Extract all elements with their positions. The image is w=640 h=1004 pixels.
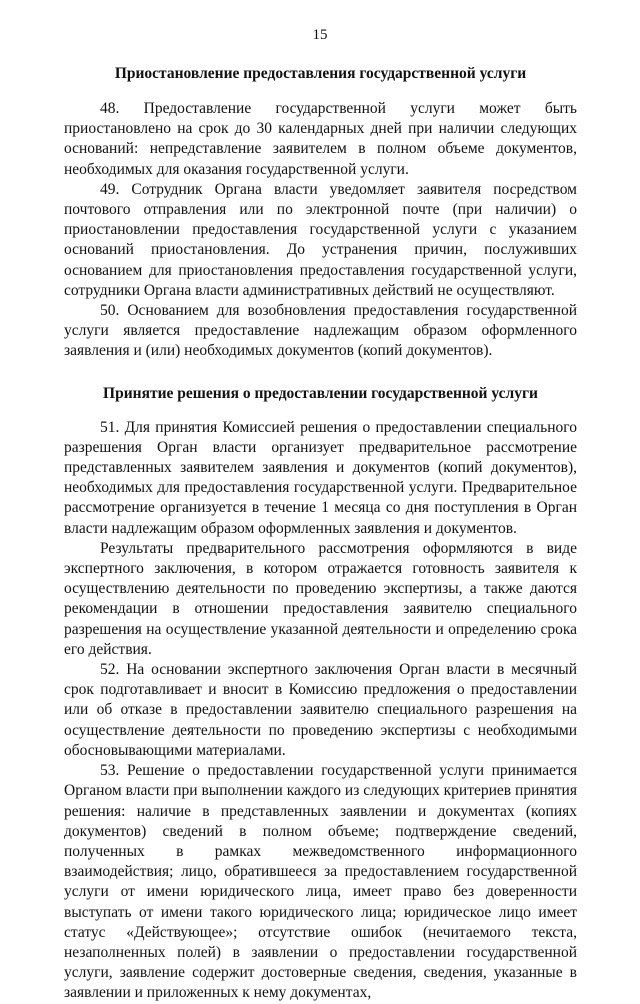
page-content	[64, 55, 577, 1004]
paragraph-49: 49. Сотрудник Органа власти уведомляет заявителя посредством почтового отправления или по электронной почте (при наличии) о приостановлении предоставления государственной услуги с указанием оснований приостановления. До устранения причин, послуживших основанием для приостановления предоставления государственной услуги, сотрудники Органа власти административных действий не осуществляют.	[64, 180, 577, 299]
paragraph-51: 51. Для принятия Комиссией решения о предоставлении специального разрешения Орган власти организует предварительное рассмотрение представленных заявителем заявления и документов (копий документов), необходимых для предоставления государственной услуги. Предварительное рассмотрение организуется в течение 1 месяца со дня поступления в Орган власти надлежащим образом оформленных заявления и документов.	[64, 418, 577, 537]
section-heading-suspension: Приостановление предоставления государственной услуги	[114, 65, 527, 82]
paragraph-48: 48. Предоставление государственной услуги может быть приостановлено на срок до 30 календарных дней при наличии следующих оснований: непредставление заявителем в полном объеме документов, необходимых для оказания государственной услуги.	[64, 100, 577, 178]
paragraph-52: 52. На основании экспертного заключения Орган власти в месячный срок подготавливает и вносит в Комиссию предложения о предоставлении или об отказе в предоставлении заявителю специального разрешения на осуществление деятельности по проведению экспертизы с необходимыми обосновывающими материалами.	[64, 661, 577, 759]
paragraph-results: Результаты предварительного рассмотрения оформляются в виде экспертного заключения, в котором отражается готовность заявителя к осуществлению деятельности по проведению экспертизы, а также даются рекомендации в отношении предоставления заявителю специального разрешения на осуществление указанной деятельности и определению срока его действия.	[64, 539, 577, 658]
section-heading-decision: Принятие решения о предоставлении государственной услуги	[103, 384, 538, 402]
paragraph-50: 50. Основанием для возобновления предоставления государственной услуги является предоставление надлежащим образом оформленного заявления и (или) необходимых документов (копий документов).	[64, 302, 577, 360]
paragraph-53: 53. Решение о предоставлении государственной услуги принимается Органом власти при выполнении каждого из следующих критериев принятия решения: наличие в представленных заявлении и документах (копиях документов) сведений в полном объеме; подтверждение сведений, полученных в рамках межведомственного информационного взаимодействия; лицо, обратившееся за предоставлением государственной услуги от имени юридического лица, имеет право без доверенности выступать от имени такого юридического лица; юридическое лицо имеет статус «Действующее»; отсутствие ошибок (нечитаемого текста, незаполненных полей) в заявлении о предоставлении государственной услуги, заявление содержит достоверные сведения, сведения, указанные в заявлении и приложенных к нему документах,	[64, 762, 577, 1002]
page-number: 15	[312, 27, 328, 43]
